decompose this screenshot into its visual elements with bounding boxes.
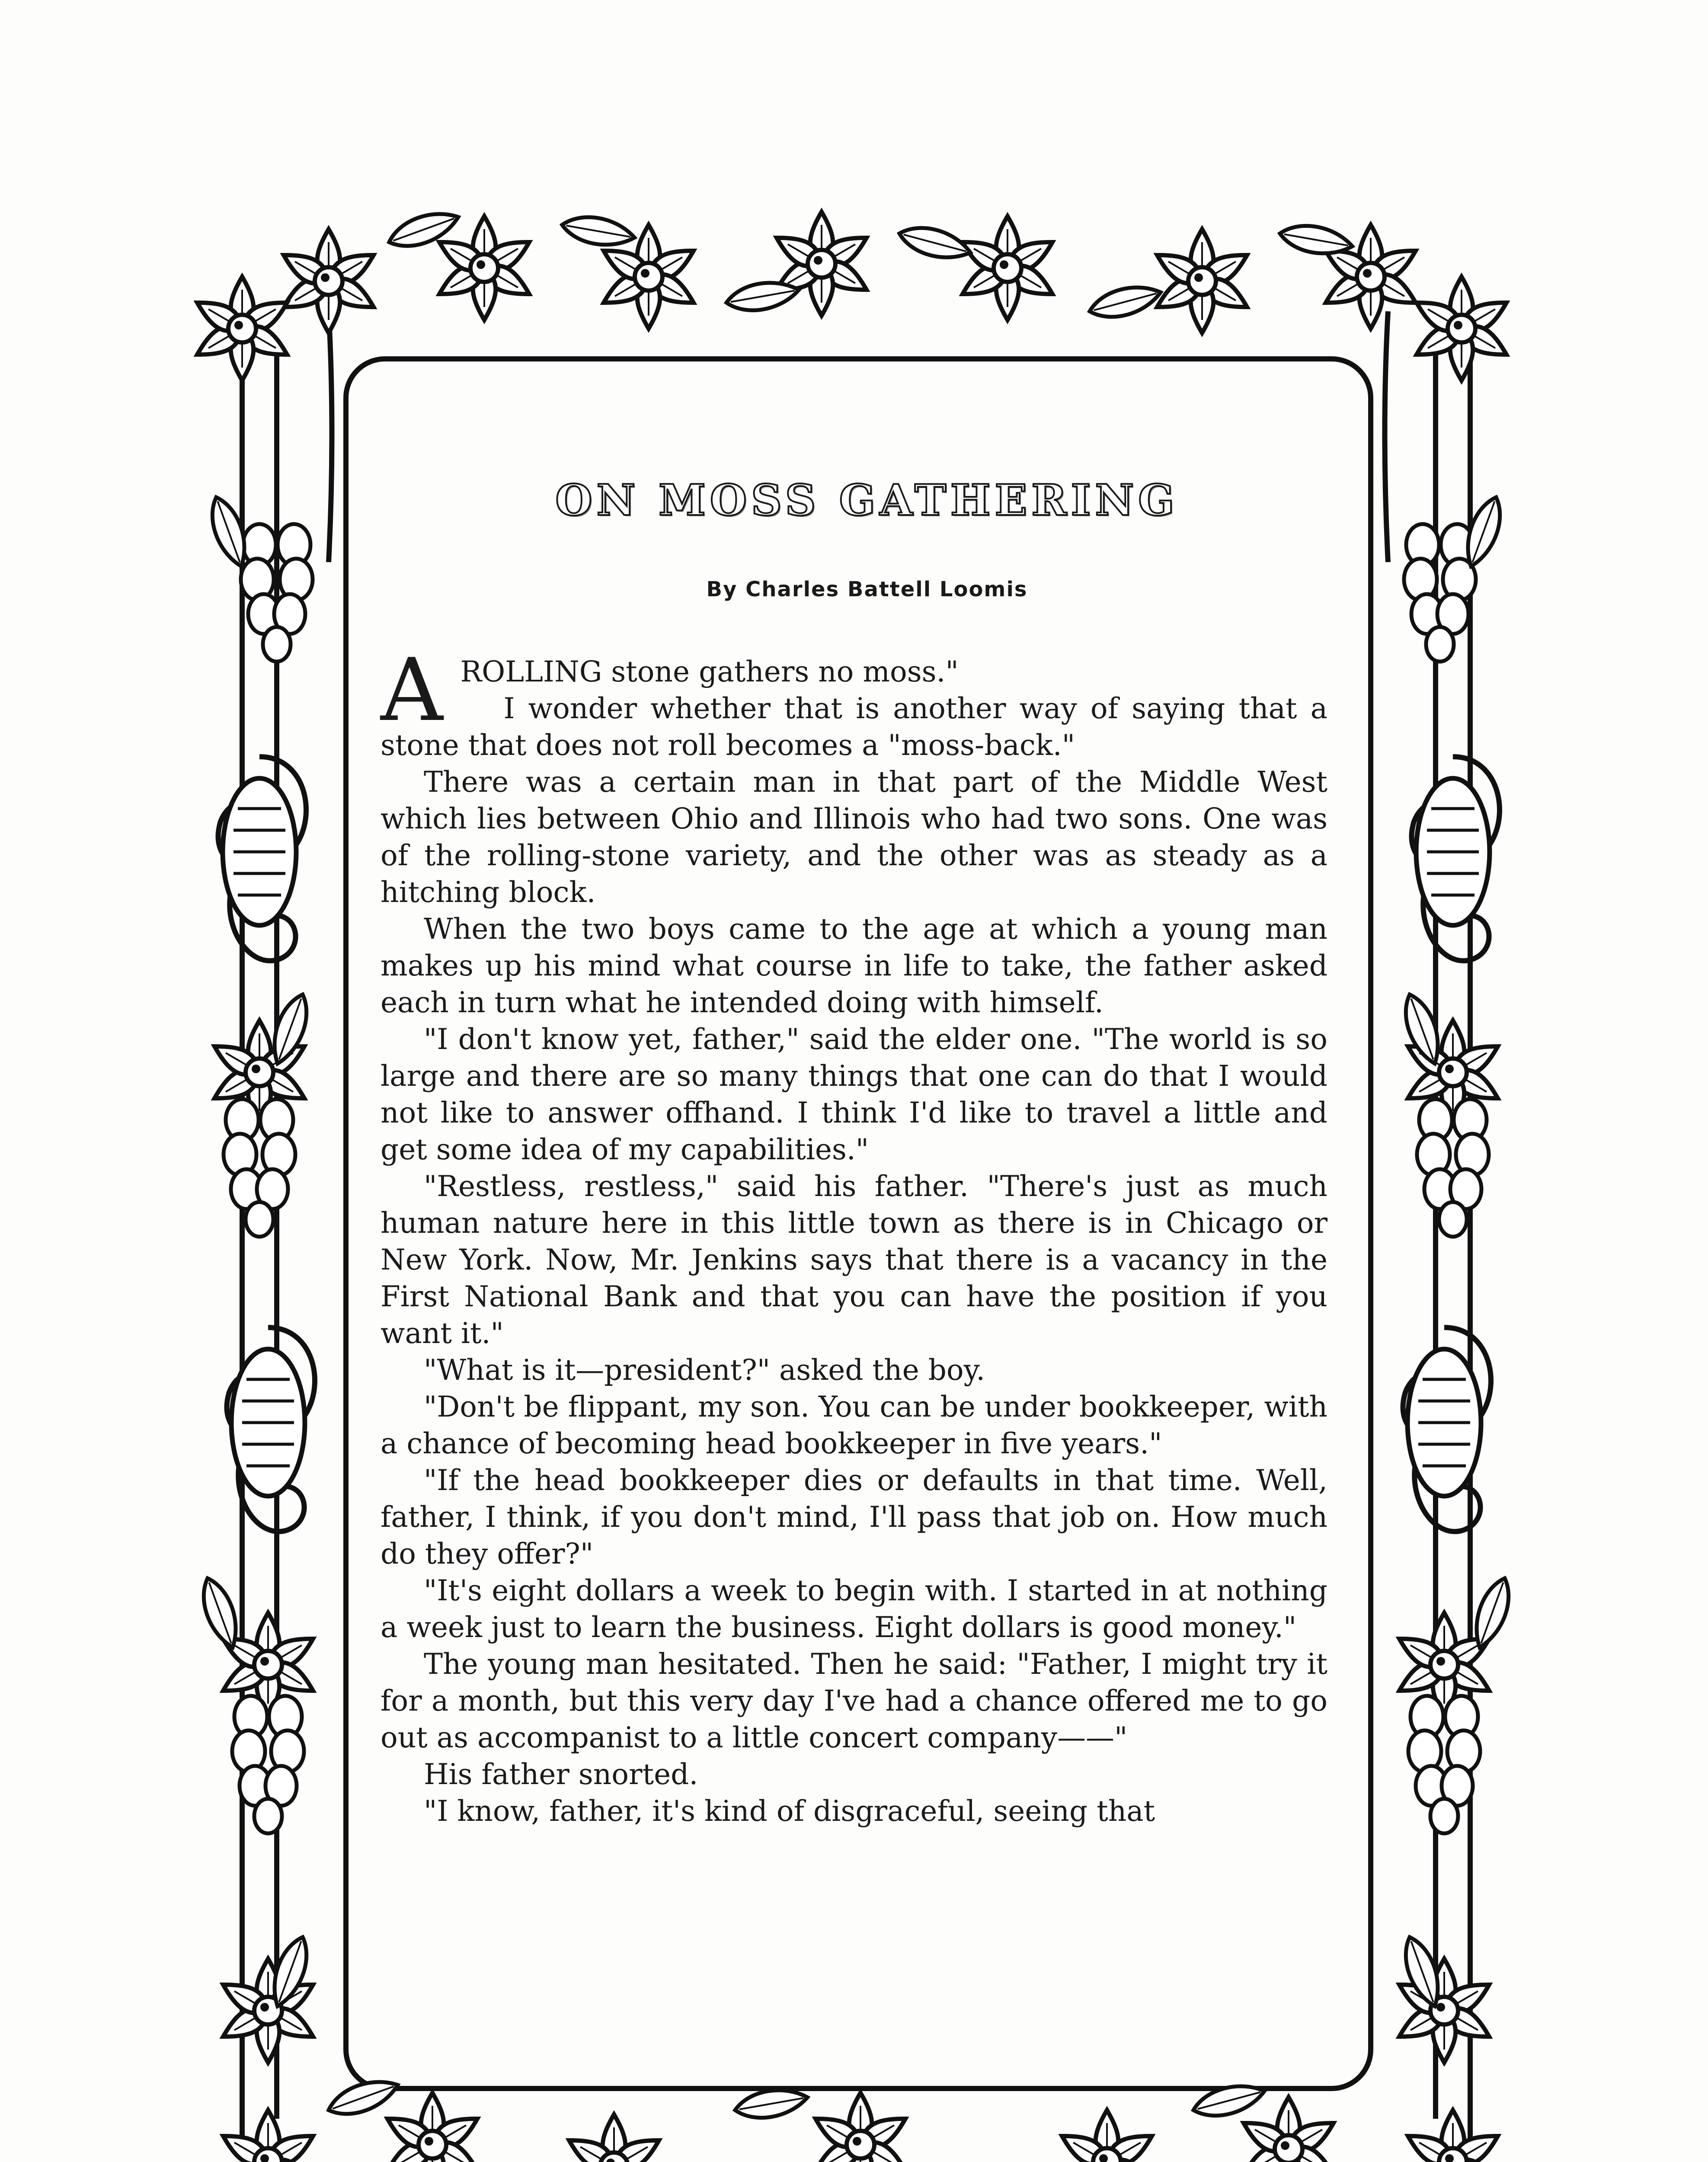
article <box>381 476 1327 1829</box>
paragraph: "I don't know yet, father," said the elder one. "The world is so large and there are so many things that one can do that I would not like to answer offhand. I think I'd like to travel a little and get some idea of my capabilities." <box>381 1023 1327 1166</box>
lead-rest: I wonder whether that is another way of saying that a stone that does not roll becomes a "moss-back." <box>381 692 1327 762</box>
paragraph: "I know, father, it's kind of disgraceful, seeing that <box>424 1794 1155 1828</box>
paragraph: "If the head bookkeeper dies or defaults in that time. Well, father, I think, if you don't mind, I'll pass that job on. How much do they offer?" <box>381 1464 1327 1570</box>
paragraph: "What is it—president?" asked the boy. <box>424 1353 985 1387</box>
lead-first-line: ROLLING stone gathers no moss." <box>460 655 959 688</box>
paragraph: "It's eight dollars a week to begin with. I started in at nothing a week just to learn the business. Eight dollars is good money." <box>381 1574 1327 1644</box>
drop-cap: A <box>381 640 443 741</box>
article-title: ON MOSS GATHERING <box>555 476 1179 525</box>
paragraph: The young man hesitated. Then he said: "Father, I might try it for a month, but this very day I've had a chance offered me to go out as accompanist to a little concert company——" <box>381 1647 1327 1754</box>
paragraph: "Restless, restless," said his father. "There's just as much human nature here in this little town as there is in Chicago or New York. Now, Mr. Jenkins says that there is a vacancy in the First National Bank and that you can have the position if you want it." <box>381 1170 1327 1350</box>
lead-paragraph <box>381 640 1327 764</box>
paragraph: "Don't be flippant, my son. You can be under bookkeeper, with a chance of becoming head bookkeeper in five years." <box>381 1390 1327 1460</box>
article-byline: By Charles Battell Loomis <box>706 577 1028 601</box>
paragraph: His father snorted. <box>424 1758 698 1791</box>
paragraph: When the two boys came to the age at which a young man makes up his mind what course in life to take, the father asked each in turn what he intended doing with himself. <box>381 912 1327 1019</box>
paragraph: There was a certain man in that part of the Middle West which lies between Ohio and Illinois who had two sons. One was of the rolling-stone variety, and the other was as steady as a hitching block. <box>381 765 1327 909</box>
